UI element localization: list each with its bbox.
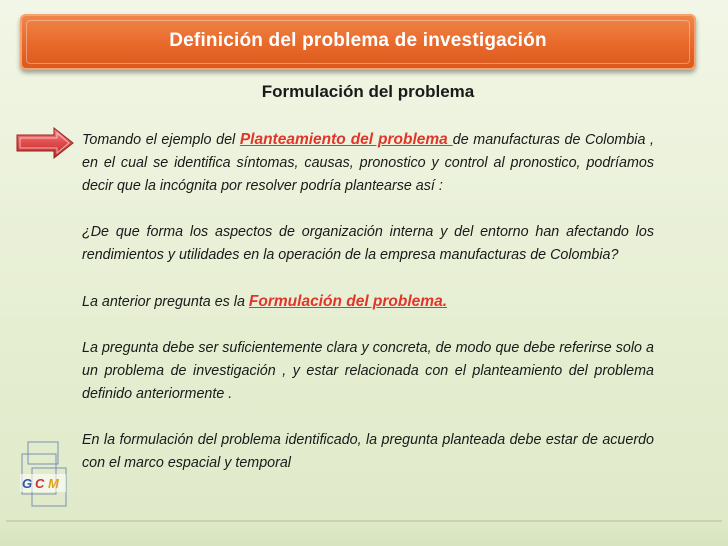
paragraph-example <box>82 128 654 198</box>
svg-text:G: G <box>22 476 33 491</box>
paragraph-requirements: La pregunta debe ser suficientemente clara y concreta, de modo que debe referirse solo a un problema de investigación , y estar relacionada con el planteamiento del problema definido anteriormente . <box>82 340 654 402</box>
slide-subtitle: Formulación del problema <box>261 82 475 101</box>
paragraph-formulation <box>82 290 654 314</box>
bottom-divider <box>6 520 722 522</box>
gcm-logo-icon <box>18 440 70 510</box>
red-arrow-icon <box>16 127 74 159</box>
p1-before: Tomando el ejemplo del <box>82 132 240 148</box>
slide-title: Definición del problema de investigación <box>169 30 547 51</box>
p1-after: de manufacturas de Colombia , en el cual se identifica síntomas, causas, pronostico y control al pronostico, podríamos decir que la incógnita por resolver podría plantearse así : <box>82 132 654 194</box>
formulacion-link[interactable]: Formulación del problema. <box>248 293 448 310</box>
bottom-strip <box>0 518 728 546</box>
paragraph-framework: En la formulación del problema identificado, la pregunta planteada debe estar de acuerdo con el marco espacial y temporal <box>82 432 654 471</box>
svg-text:C: C <box>35 476 45 491</box>
slide-body <box>82 128 654 475</box>
paragraph-question: ¿De que forma los aspectos de organización interna y del entorno han afectando los rendimientos y utilidades en la operación de la empresa manufacturas de Colombia? <box>82 224 654 263</box>
title-banner <box>20 14 696 70</box>
planteamiento-link[interactable]: Planteamiento del problema <box>239 131 453 148</box>
p3-before: La anterior pregunta es la <box>82 294 249 310</box>
svg-text:M: M <box>48 476 59 491</box>
